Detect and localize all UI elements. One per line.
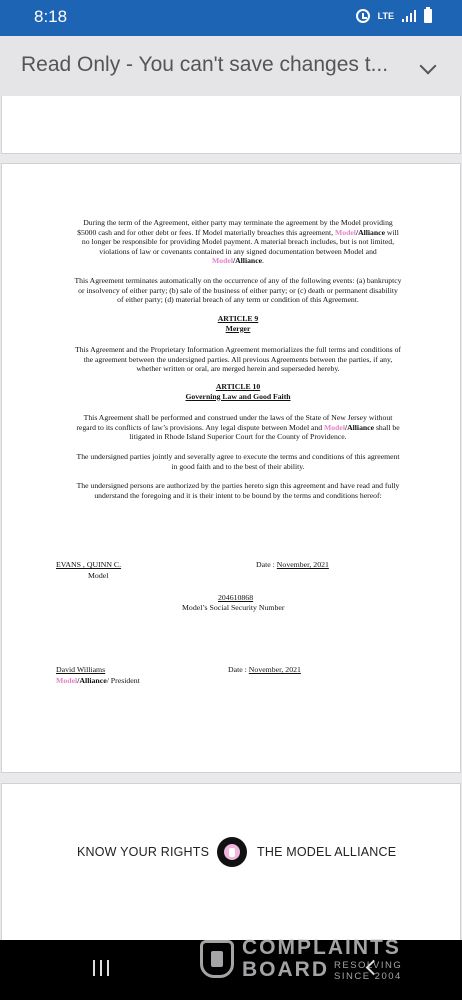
signal-icon (402, 10, 416, 22)
alliance-signature-role: Model/Alliance/ President (56, 676, 140, 685)
read-only-banner[interactable] (0, 36, 462, 96)
model-alliance-logo-icon (217, 837, 247, 867)
governing-law-paragraph: This Agreement shall be performed and construed under the laws of the State of New Jersey without regard to its conflicts of law’s provisions. Any legal dispute between Model and Model/Alliance shall be litigated in Rhode Island Superior Court for the County of Providence. (76, 413, 400, 442)
alliance-signature-name: David Williams (56, 665, 106, 674)
recents-icon[interactable] (93, 960, 109, 976)
automatic-termination-paragraph: This Agreement terminates automatically on the occurrence of any of the following events: (a) bankruptcy or insolvency of either party; (b) sale of the business of either party; or (c) death or permanent disability of either party; (d) material breach of any term or condition of this Agreement. (74, 276, 402, 305)
model-date: Date : November, 2021 (256, 560, 329, 569)
watermark-tagline: RESOLVING SINCE 2004 (334, 960, 403, 982)
alliance-date: Date : November, 2021 (228, 665, 301, 674)
ssn-value: 204610868 (218, 593, 254, 602)
shield-icon (200, 940, 234, 978)
status-icons (356, 9, 432, 23)
status-time: 8:18 (34, 7, 68, 26)
know-your-rights-text: KNOW YOUR RIGHTS (77, 845, 210, 859)
read-only-message: Read Only - You can't save changes t... (21, 53, 389, 76)
termination-paragraph: During the term of the Agreement, either party may terminate the agreement by the Model providing $5000 cash and for other debt or fees. If Model materially breaches this agreement, Model/Alliance will no longer be responsible for providing Model payment. A material breach includes, but is not limited, violations of law or covenants contained in any signed documentation between Model and Model/Alliance. (77, 218, 399, 266)
footer-logo-row (2, 837, 462, 867)
authorization-paragraph: The undersigned persons are authorized by the parties hereto sign this agreement and have read and fully understand the foregoing and it is their intent to be bound by the terms and conditions hereof: (76, 481, 400, 500)
document-page-previous (1, 96, 461, 154)
ssn-label: Model’s Social Security Number (182, 603, 285, 612)
lte-indicator: LTE (377, 10, 394, 21)
alarm-icon (356, 9, 370, 23)
good-faith-paragraph: The undersigned parties jointly and severally agree to execute the terms and conditions of this agreement in good faith and to the best of their ability. (76, 452, 400, 471)
chevron-down-icon[interactable] (420, 58, 437, 75)
article-10-heading: ARTICLE 10 Governing Law and Good Faith (185, 382, 291, 401)
battery-icon (424, 9, 432, 23)
merger-paragraph: This Agreement and the Proprietary Information Agreement memorializes the full terms and conditions of the agreement between the undersigned parties. All previous Agreements between the parties, if any, whether written or oral, are merged herein and superseded hereby. (75, 345, 401, 374)
model-alliance-text: THE MODEL ALLIANCE (257, 845, 397, 859)
document-footer-page (1, 783, 461, 948)
article-9-heading: ARTICLE 9 Merger (217, 314, 259, 333)
complaints-board-watermark (200, 936, 460, 986)
model-signature-name: EVANS , QUINN C. (56, 560, 122, 569)
status-bar (0, 0, 462, 36)
watermark-line2: BOARD (242, 958, 329, 981)
document-page (1, 163, 461, 773)
watermark-line1: COMPLAINTS (242, 936, 401, 959)
model-signature-role: Model (88, 571, 109, 580)
